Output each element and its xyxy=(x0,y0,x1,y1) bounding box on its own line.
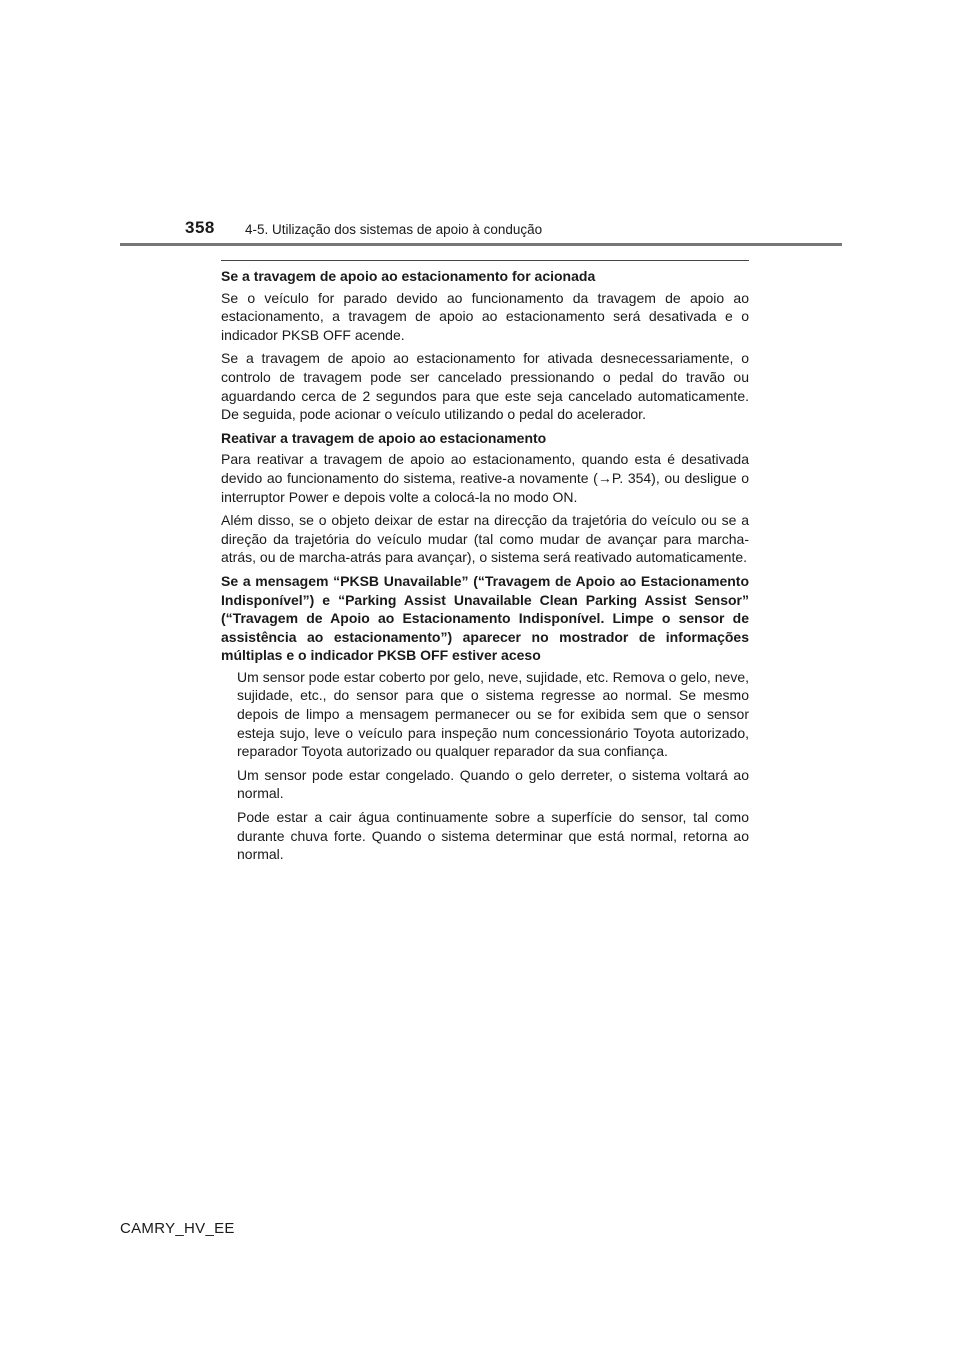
section-title: 4-5. Utilização dos sistemas de apoio à condução xyxy=(245,222,543,237)
heading-pksb-unavailable-message: Se a mensagem “PKSB Unavailable” (“Travagem de Apoio ao Estacionamento Indisponível”) e “Parking Assist Unavailable Clean Parking Assist Sensor” (“Travagem de Apoio ao Estacionamento Indisponível. Limpe o sensor de assistência ao estacionamento”) aparecer no mostrador de informações múltiplas e o indicador PKSB OFF estiver aceso xyxy=(221,572,749,664)
bullet-paragraph: Pode estar a cair água continuamente sobre a superfície do sensor, tal como durante chuva forte. Quando o sistema determinar que está normal, retorna ao normal. xyxy=(237,809,749,863)
bullet-paragraph: Um sensor pode estar coberto por gelo, neve, sujidade, etc. Remova o gelo, neve, sujidade, etc., do sensor para que o sistema regresse ao normal. Se mesmo depois de limpo a mensagem permanecer ou se for exibida sem que o sensor esteja sujo, leve o veículo para inspeção num concessionário Toyota autorizado, reparador Toyota autorizado ou qualquer reparador da sua confiança. xyxy=(237,668,749,760)
heading-reactivate-parking-brake: Reativar a travagem de apoio ao estacionamento xyxy=(221,429,547,446)
paragraph: Para reativar a travagem de apoio ao estacionamento, quando esta é desativada devido ao funcionamento do sistema, reative-a novamente (→P. 354), ou desligue o interruptor Power e depois volte a colocá-la no modo ON. xyxy=(221,451,749,505)
header-divider xyxy=(120,243,842,246)
paragraph: Se a travagem de apoio ao estacionamento for ativada desnecessariamente, o controlo de travagem pode ser cancelado pressionando o pedal do travão ou aguardando cerca de 2 segundos para que este seja cancelado automaticamente. De seguida, pode acionar o veículo utilizando o pedal do acelerador. xyxy=(221,350,749,423)
page-number: 358 xyxy=(185,218,215,237)
document-code: CAMRY_HV_EE xyxy=(120,1220,235,1237)
main-content xyxy=(221,260,749,869)
bullet-paragraph: Um sensor pode estar congelado. Quando o gelo derreter, o sistema voltará ao normal. xyxy=(237,766,749,802)
paragraph: Se o veículo for parado devido ao funcionamento da travagem de apoio ao estacionamento, a travagem de apoio ao estacionamento será desativada e o indicador PKSB OFF acende. xyxy=(221,289,749,343)
heading-parking-brake-activated: Se a travagem de apoio ao estacionamento for acionada xyxy=(221,268,596,284)
paragraph: Além disso, se o objeto deixar de estar na direcção da trajetória do veículo ou se a direção da trajetória do veículo mudar (tal como mudar de avançar para marcha-atrás, ou de marcha-atrás para avançar), o sistema será reativado automaticamente. xyxy=(221,512,749,566)
